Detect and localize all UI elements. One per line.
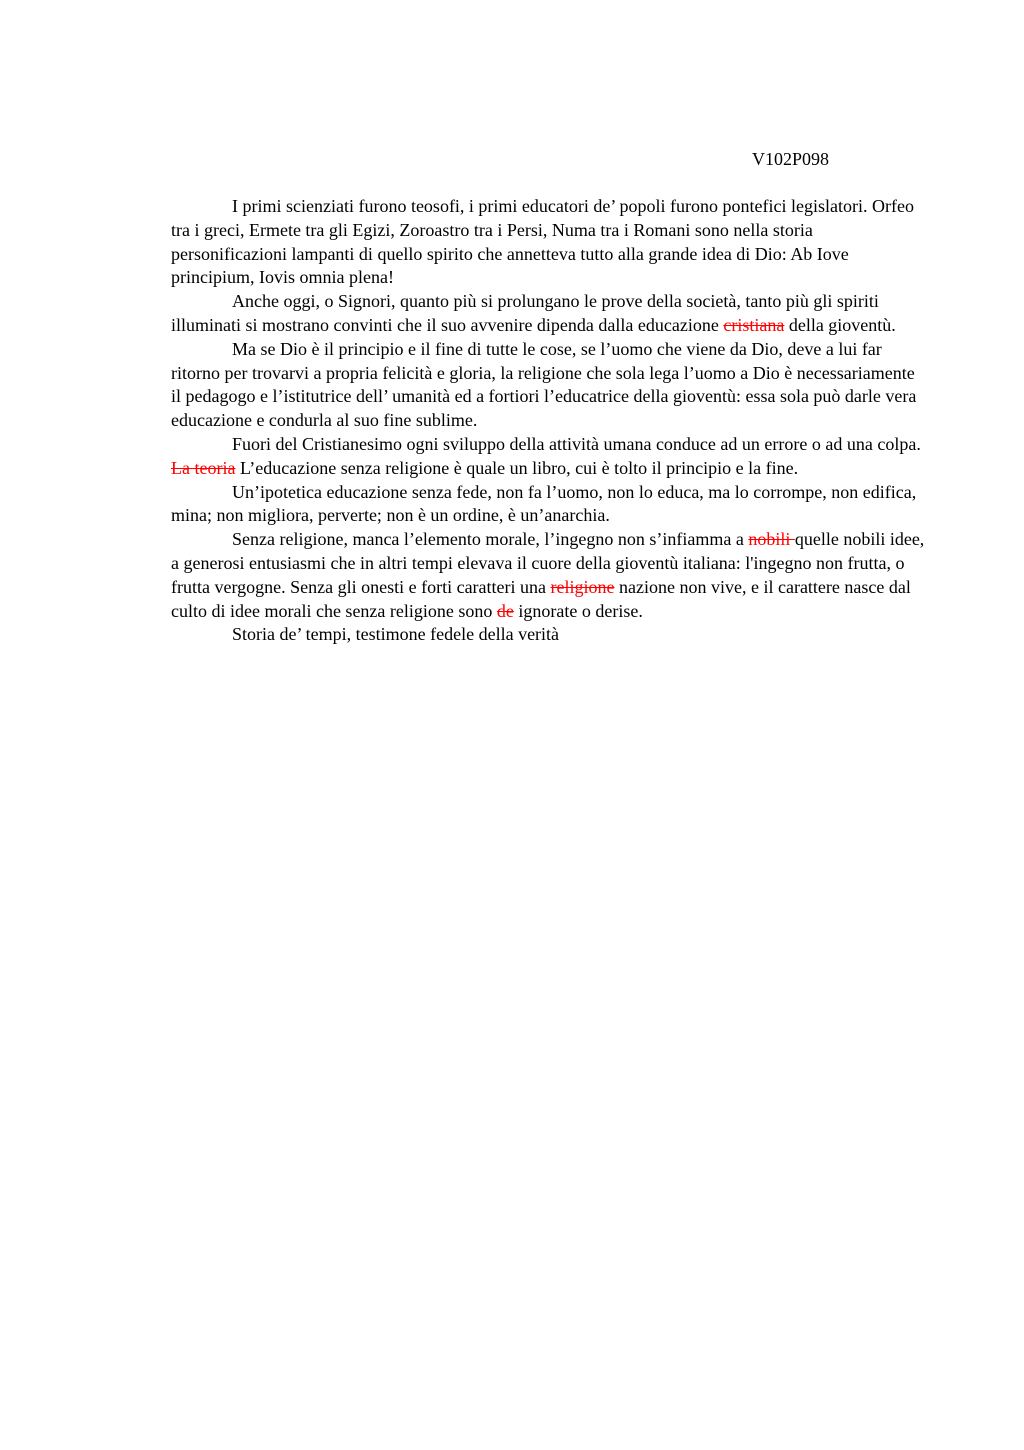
paragraph-2 [171,290,927,338]
text-run: nazione non vive, e il carattere nasce dal culto di idee morali che senza religione sono [171,576,911,621]
deleted-text: religione [550,576,615,597]
text-run: Anche oggi, o Signori, quanto più si prolungano le prove della società, tanto più gli spiriti illuminati si mostrano convinti che il suo avvenire dipenda dalla educazione [171,291,879,335]
text-run: Un’ipotetica educazione senza fede, non fa l’uomo, non lo educa, ma lo corrompe, non edifica, mina; non migliora, perverte; non è un ordine, è un’anarchia. [171,481,917,526]
document-id: V102P098 [752,149,830,169]
text-run: quelle nobili idee, a generosi entusiasmi che in altri tempi elevava il cuore della gioventù italiana: l'ingegno non frutta, o frutta vergogne. Senza gli onesti e forti caratteri una [171,529,925,597]
text-run: ignorate o derise. [513,600,643,621]
deleted-text: de [496,600,514,621]
text-run: della gioventù. [784,314,896,335]
deleted-text: nobili [748,529,795,550]
paragraph-3 [171,338,927,433]
text-run: I primi scienziati furono teosofi, i primi educatori de’ popoli furono pontefici legislatori. Orfeo tra i greci, Ermete tra gli Egizi, Zoroastro tra i Persi, Numa tra i Romani sono nella storia personificazioni lampanti di quello spirito che annetteva tutto alla grande idea di Dio: Ab Iove principium, Iovis omnia plena! [171,196,914,288]
text-run: Senza religione, manca l’elemento morale, l’ingegno non s’infiamma a [232,529,749,550]
text-run: Fuori del Cristianesimo ogni sviluppo della attività umana conduce ad un errore o ad una colpa. [232,433,921,454]
paragraph-6 [171,528,927,623]
deleted-text: cristiana [723,314,785,335]
paragraph-1 [171,195,927,290]
deleted-text: La teoria [171,457,236,478]
paragraph-5 [171,481,927,529]
text-run: Storia de’ tempi, testimone fedele della verità [232,624,560,645]
paragraph-4 [171,433,927,481]
text-run: L’educazione senza religione è quale un libro, cui è tolto il principio e la fine. [235,457,799,478]
document-body [171,195,927,647]
text-run: Ma se Dio è il principio e il fine di tutte le cose, se l’uomo che viene da Dio, deve a lui far ritorno per trovarvi a propria felicità e gloria, la religione che sola lega l’uomo a Dio è necessariamente il pedagogo e l’istitutrice dell’ umanità ed a fortiori l’educatrice della gioventù: essa sola può darle vera educazione e condurla al suo fine sublime. [171,338,917,431]
paragraph-7 [171,623,927,647]
